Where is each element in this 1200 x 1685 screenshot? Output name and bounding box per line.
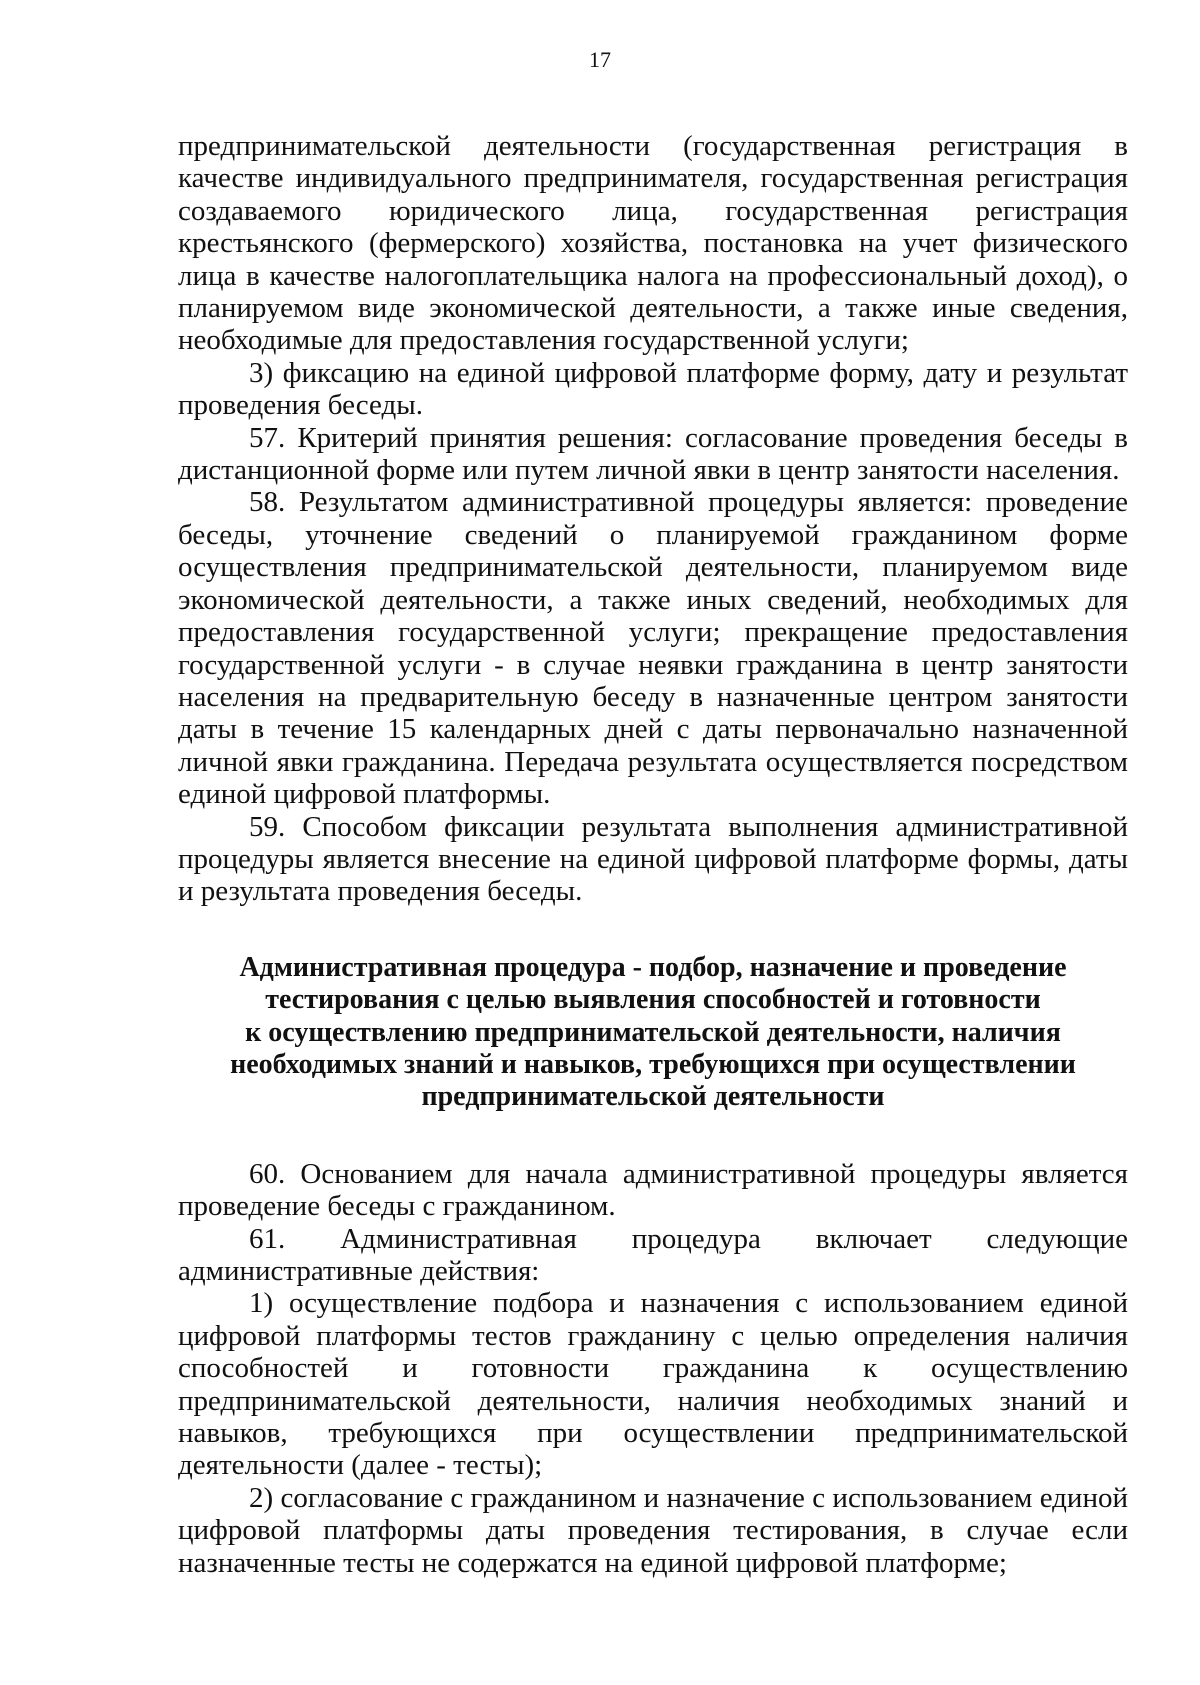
heading-line: тестирования с целью выявления способностей и готовности [265,984,1041,1016]
paragraph: 3) фиксацию на единой цифровой платформе форму, дату и результат проведения беседы. [178,356,1128,422]
paragraph: предпринимательской деятельности (государственная регистрация в качестве индивидуального предпринимателя, государственная регистрация создаваемого юридического лица, государственная регистрация крестьянского (фермерского) хозяйства, постановка на учет физического лица в качестве налогоплательщика налога на профессиональный доход), о планируемом виде экономической деятельности, а также иные сведения, необходимые для предоставления государственной услуги; [178,130,1128,357]
paragraph: 59. Способом фиксации результата выполнения административной процедуры является внесение на единой цифровой платформе формы, даты и результата проведения беседы. [178,810,1128,908]
paragraph: 60. Основанием для начала административной процедуры является проведение беседы с гражданином. [178,1157,1128,1223]
top-paragraphs [178,130,1128,908]
section-heading [178,952,1128,1114]
paragraph: 58. Результатом административной процедуры является: проведение беседы, уточнение сведений о планируемой гражданином форме осуществления предпринимательской деятельности, планируемом виде экономической деятельности, а также иных сведений, необходимых для предоставления государственной услуги; прекращение предоставления государственной услуги - в случае неявки гражданина в центр занятости населения на предварительную беседу в назначенные центром занятости даты в течение 15 календарных дней с даты первоначально назначенной личной явки гражданина. Передача результата осуществляется посредством единой цифровой платформы. [178,486,1128,811]
page-number: 17 [589,47,611,72]
paragraph: 2) согласование с гражданином и назначение с использованием единой цифровой платформы даты проведения тестирования, в случае если назначенные тесты не содержатся на единой цифровой платформе; [178,1481,1128,1579]
paragraph: 57. Критерий принятия решения: согласование проведения беседы в дистанционной форме или путем личной явки в центр занятости населения. [178,421,1128,487]
heading-line: к осуществлению предпринимательской деятельности, наличия [245,1016,1061,1048]
heading-line: предпринимательской деятельности [421,1081,885,1113]
paragraph: 61. Административная процедура включает следующие административные действия: [178,1222,1128,1287]
paragraph: 1) осуществление подбора и назначения с использованием единой цифровой платформы тестов гражданину с целью определения наличия способностей и готовности гражданина к осуществлению предпринимательской деятельности, наличия необходимых знаний и навыков, требующихся при осуществлении предпринимательской деятельности (далее - тесты); [178,1287,1128,1482]
heading-line: Административная процедура - подбор, назначение и проведение [239,951,1067,983]
heading-line: необходимых знаний и навыков, требующихся при осуществлении [230,1048,1076,1080]
document-body [178,130,1128,1579]
bottom-paragraphs [178,1158,1128,1579]
